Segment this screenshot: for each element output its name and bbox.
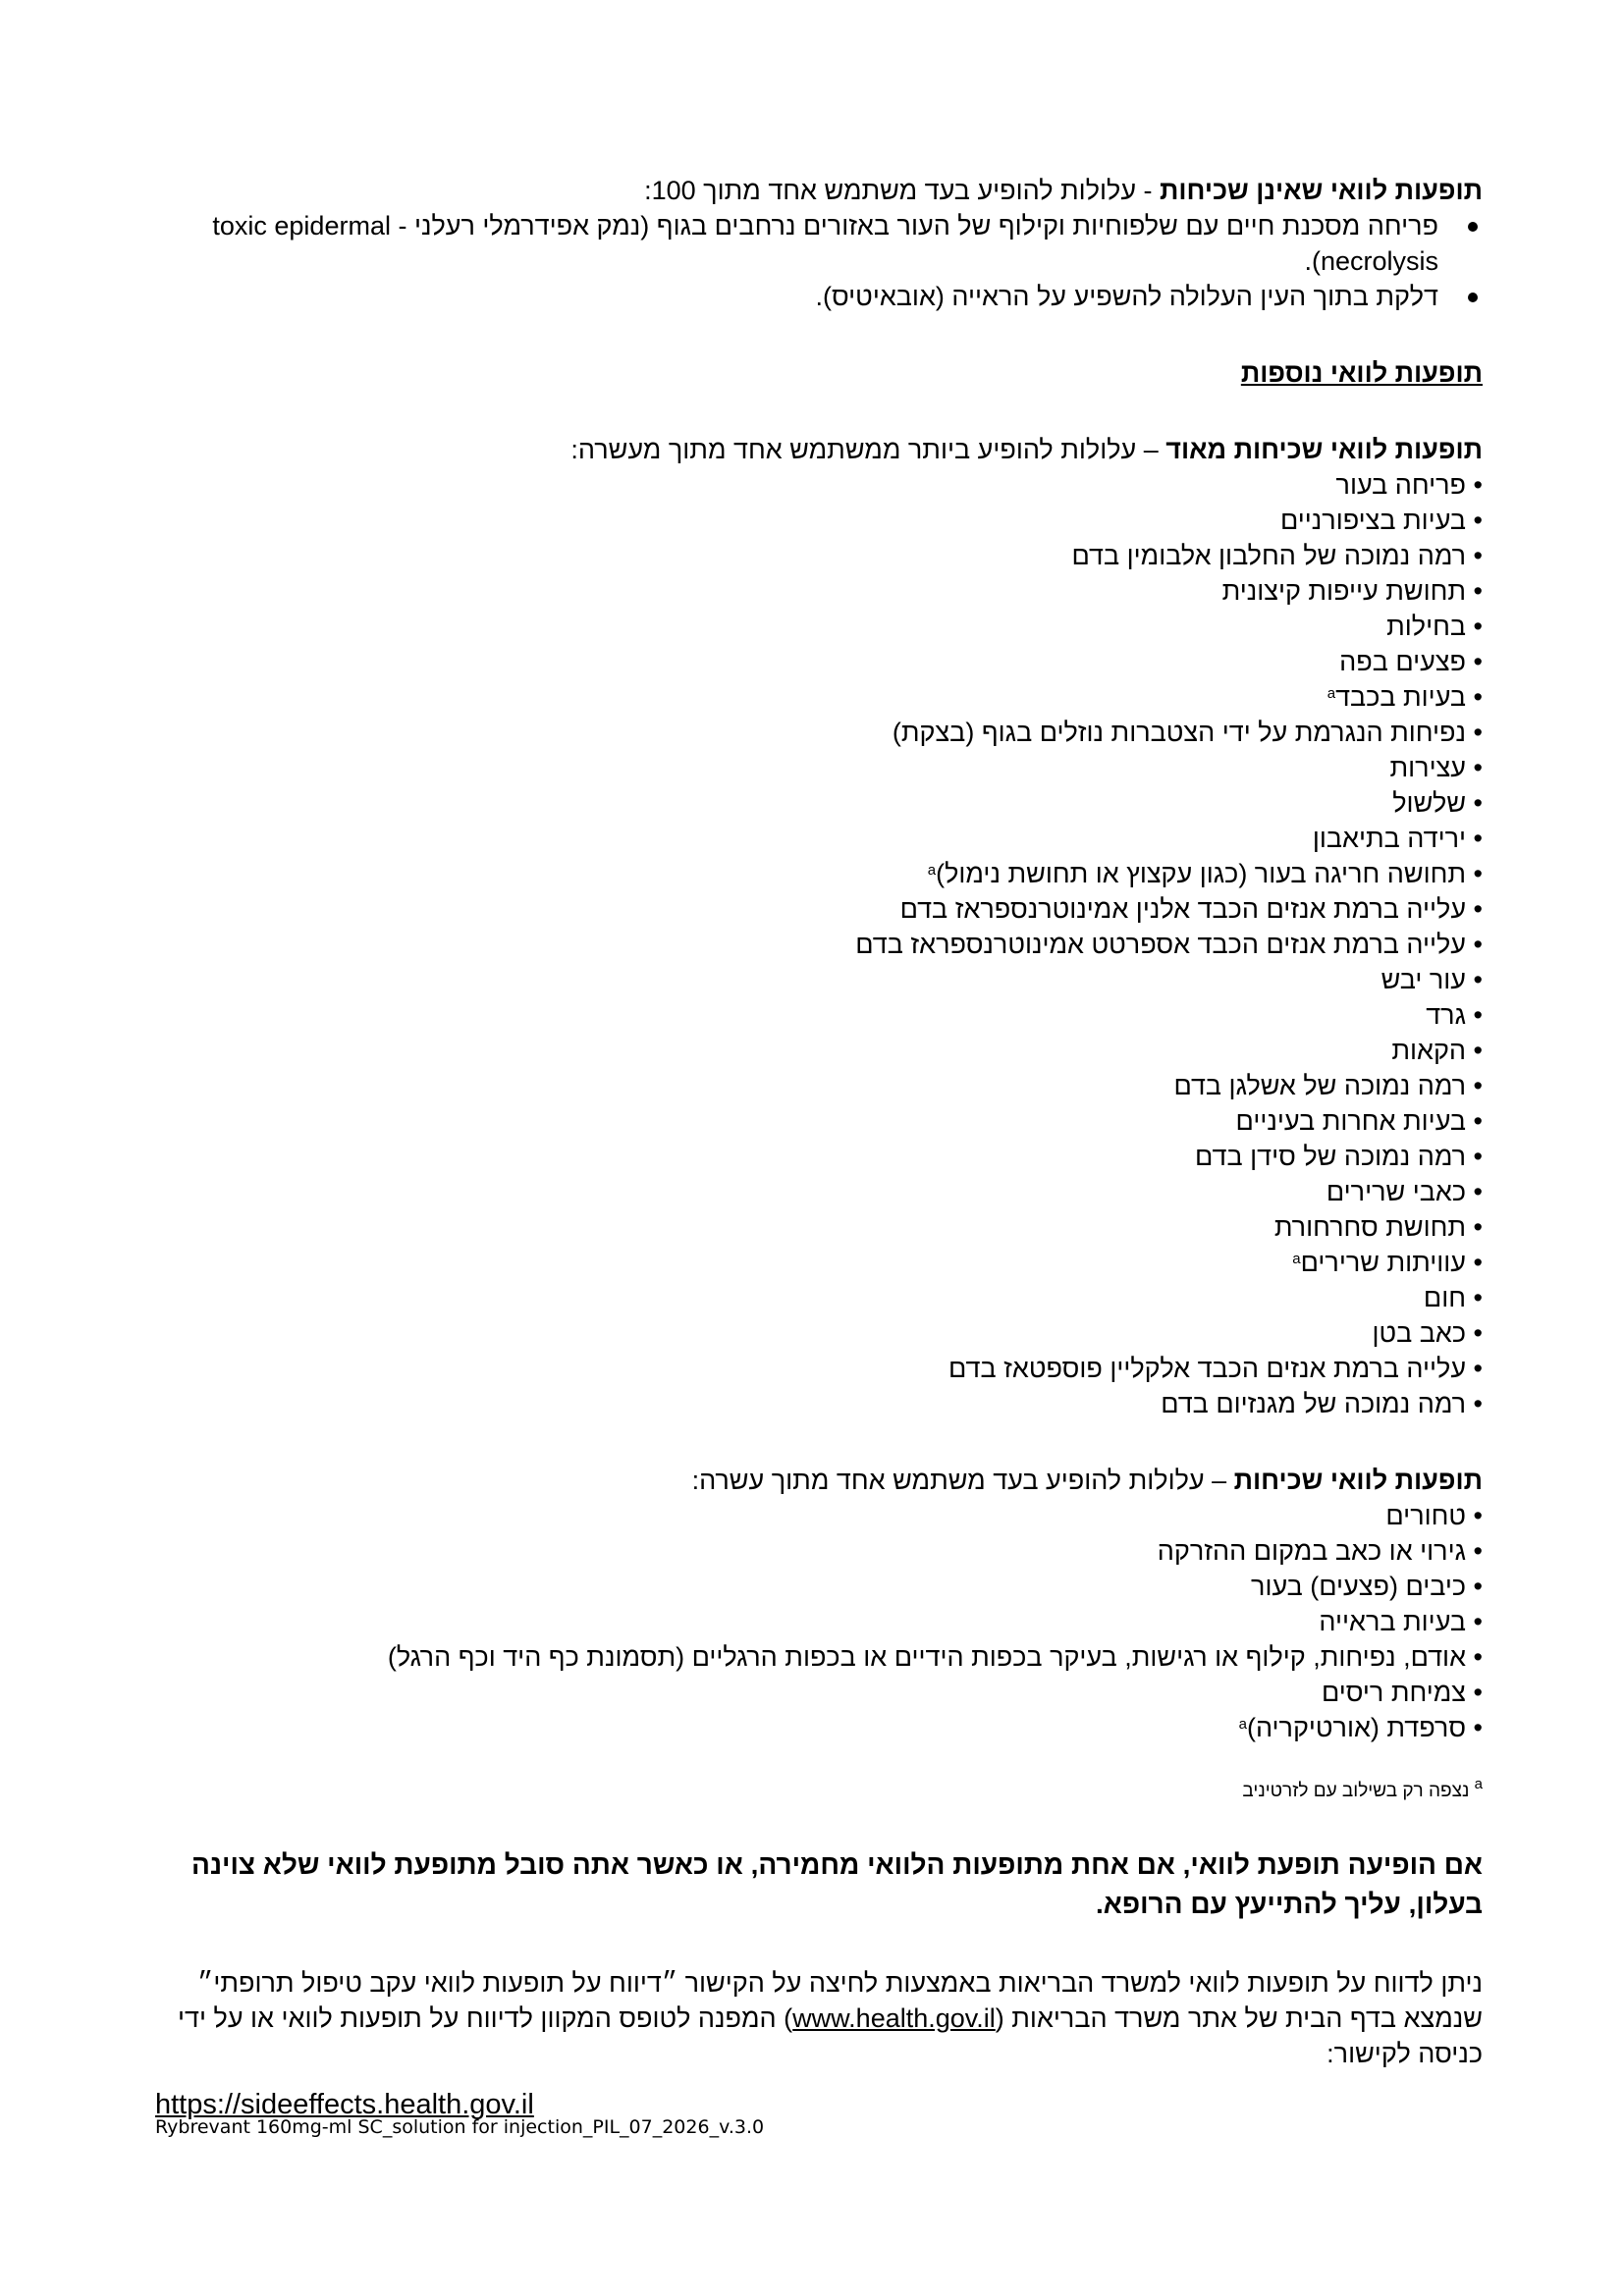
footnote-mark: a xyxy=(1292,1251,1301,1267)
list-item: • עצירות xyxy=(155,750,1483,785)
consult-doctor-warning: אם הופיעה תופעת לוואי, אם אחת מתופעות הלוואי מחמירה, או כאשר אתה סובל מתופעת לוואי שלא צוינה בעלון, עליך להתייעץ עם הרופא. xyxy=(191,1849,1483,1919)
list-item: • גירוי או כאב במקום ההזרקה xyxy=(155,1533,1483,1569)
list-item: • בעיות אחרות בעיניים xyxy=(155,1103,1483,1139)
list-item: • פצעים בפה xyxy=(155,644,1483,679)
rare-side-effects-list xyxy=(155,208,1483,314)
list-item: • כיבים (פצעים) בעור xyxy=(155,1569,1483,1604)
list-item: • רמה נמוכה של החלבון אלבומין בדם xyxy=(155,538,1483,573)
list-item: • עלייה ברמת אנזים הכבד אספרטט אמינוטרנספראז בדם xyxy=(155,927,1483,962)
common-side-effects-list xyxy=(155,1498,1483,1745)
very-common-side-effects-list xyxy=(155,467,1483,1421)
list-item: • עור יבש xyxy=(155,962,1483,997)
list-item: • תחושה חריגה בעור (כגון עקצוץ או תחושת נימול)$^a$ xyxy=(155,856,1483,891)
list-item: • שלשול xyxy=(155,785,1483,821)
list-item: • עלייה ברמת אנזים הכבד אלנין אמינוטרנספראז בדם xyxy=(155,891,1483,927)
very-common-heading: תופעות לוואי שכיחות מאוד – עלולות להופיע ביותר ממשתמש אחד מתוך מעשרה: xyxy=(570,435,1483,464)
list-item: • בעיות בראייה xyxy=(155,1604,1483,1639)
list-item: • טחורים xyxy=(155,1498,1483,1533)
list-item: • רמה נמוכה של מגנזיום בדם xyxy=(155,1386,1483,1421)
list-item: • עלייה ברמת אנזים הכבד אלקליין פוספטאז בדם xyxy=(155,1351,1483,1386)
list-item: • גרד xyxy=(155,997,1483,1033)
list-item: • רמה נמוכה של אשלגן בדם xyxy=(155,1068,1483,1103)
report-paragraph: ניתן לדווח על תופעות לוואי למשרד הבריאות באמצעות לחיצה על הקישור ״דיווח על תופעות לוואי עקב טיפול תרופתי״ שנמצא בדף הבית של אתר משרד הבריאות (www.health.gov.il) המפנה לטופס המקוון לדיווח על תופעות לוואי או על ידי כניסה לקישור: xyxy=(178,1968,1483,2068)
footnote-mark: a xyxy=(1326,685,1336,702)
list-item: • בעיות בציפורניים xyxy=(155,503,1483,538)
common-heading: תופעות לוואי שכיחות – עלולות להופיע בעד משתמש אחד מתוך עשרה: xyxy=(691,1466,1483,1495)
sideeffects-link[interactable]: https://sideeffects.health.gov.il xyxy=(155,2089,534,2120)
list-item: פריחה מסכנת חיים עם שלפוחיות וקילוף של העור באזורים נרחבים בגוף (נמק אפידרמלי רעלני - toxic epidermal necrolysis). xyxy=(155,208,1483,279)
list-item: • תחושת סחרחורת xyxy=(155,1209,1483,1245)
rare-heading: תופעות לוואי שאינן שכיחות - עלולות להופיע בעד משתמש אחד מתוך 100: xyxy=(644,176,1483,205)
list-item: • ירידה בתיאבון xyxy=(155,821,1483,856)
page-footer: Rybrevant 160mg-ml SC_solution for injection_PIL_07_2026_v.3.0 xyxy=(155,2116,765,2138)
list-item: • סרפדת (אורטיקריה)$^a$ xyxy=(155,1710,1483,1745)
list-item: • עוויתות שרירים$^a$ xyxy=(155,1245,1483,1280)
section-title: תופעות לוואי נוספות xyxy=(1240,358,1483,388)
list-item: • בעיות בכבד$^a$ xyxy=(155,679,1483,715)
document-body xyxy=(155,173,1483,2122)
list-item: • צמיחת ריסים xyxy=(155,1675,1483,1710)
footnote-mark: a xyxy=(1238,1716,1247,1733)
list-item: • כאבי שרירים xyxy=(155,1174,1483,1209)
list-item: • נפיחות הנגרמת על ידי הצטברות נוזלים בגוף (בצקת) xyxy=(155,715,1483,750)
list-item: • הקאות xyxy=(155,1033,1483,1068)
list-item: • כאב בטן xyxy=(155,1315,1483,1351)
list-item: • חום xyxy=(155,1280,1483,1315)
footnote: $^a$ נצפה רק בשילוב עם לזרטיניב xyxy=(1242,1776,1483,1801)
list-item: דלקת בתוך העין העלולה להשפיע על הראייה (אובאיטיס). xyxy=(155,279,1483,314)
list-item: • אודם, נפיחות, קילוף או רגישות, בעיקר בכפות הידיים או בכפות הרגליים (תסמונת כף היד וכף הרגל) xyxy=(155,1639,1483,1675)
footnote-mark: a xyxy=(927,862,937,879)
list-item: • פריחה בעור xyxy=(155,467,1483,503)
list-item: • תחושת עייפות קיצונית xyxy=(155,573,1483,609)
list-item: • בחילות xyxy=(155,609,1483,644)
health-gov-link[interactable]: www.health.gov.il xyxy=(792,2003,996,2033)
list-item: • רמה נמוכה של סידן בדם xyxy=(155,1139,1483,1174)
